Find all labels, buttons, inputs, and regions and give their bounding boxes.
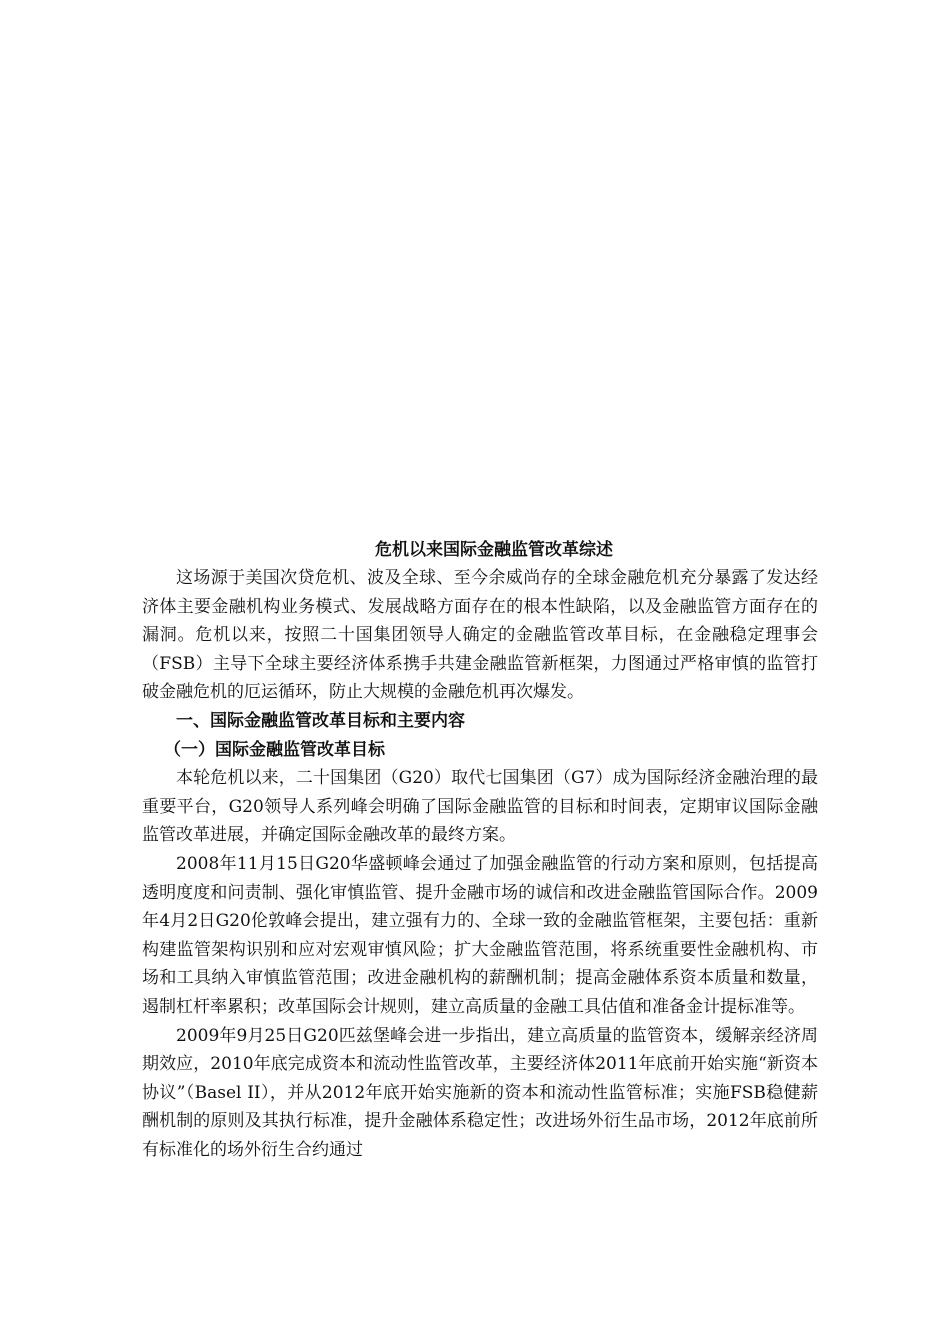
document-title: 危机以来国际金融监管改革综述 [375,540,613,560]
section-heading: 一、国际金融监管改革目标和主要内容 [176,710,465,731]
subsection-heading: （一）国际金融监管改革目标 [164,739,385,760]
body-paragraph-2: 2008年11月15日G20华盛顿峰会通过了加强金融监管的行动方案和原则，包括提高透明度度和问责制、强化审慎监管、提升金融市场的诚信和改进金融监管国际合作。2009年4月2日G20伦敦峰会提出，建立强有力的、全球一致的金融监管框架，主要包括：重新构建监管架构识别和应对宏观审慎风险；扩大金融监管范围，将系统重要性金融机构、市场和工具纳入审慎监管范围；改进金融机构的薪酬机制；提高金融体系资本质量和数量，遏制杠杆率累积；改革国际会计规则，建立高质量的金融工具估值和准备金计提标准等。 [142,853,818,1017]
document-body [142,536,818,1164]
intro-paragraph: 这场源于美国次贷危机、波及全球、至今余威尚存的全球金融危机充分暴露了发达经济体主要金融机构业务模式、发展战略方面存在的根本性缺陷，以及金融监管方面存在的漏洞。危机以来，按照二十国集团领导人确定的金融监管改革目标，在金融稳定理事会（FSB）主导下全球主要经济体系携手共建金融监管新框架，力图通过严格审慎的监管打破金融危机的厄运循环，防止大规模的金融危机再次爆发。 [142,568,818,703]
body-paragraph-3: 2009年9月25日G20匹兹堡峰会进一步指出，建立高质量的监管资本，缓解亲经济周期效应，2010年底完成资本和流动性监管改革，主要经济体2011年底前开始实施“新资本协议”（Basel II），并从2012年底开始实施新的资本和流动性监管标准；实施FSB稳健薪酬机制的原则及其执行标准，提升金融体系稳定性；改进场外衍生品市场，2012年底前所有标准化的场外衍生合约通过 [142,1025,818,1160]
body-paragraph-1: 本轮危机以来，二十国集团（G20）取代七国集团（G7）成为国际经济金融治理的最重要平台，G20领导人系列峰会明确了国际金融监管的目标和时间表，定期审议国际金融监管改革进展，并确定国际金融改革的最终方案。 [142,768,818,846]
